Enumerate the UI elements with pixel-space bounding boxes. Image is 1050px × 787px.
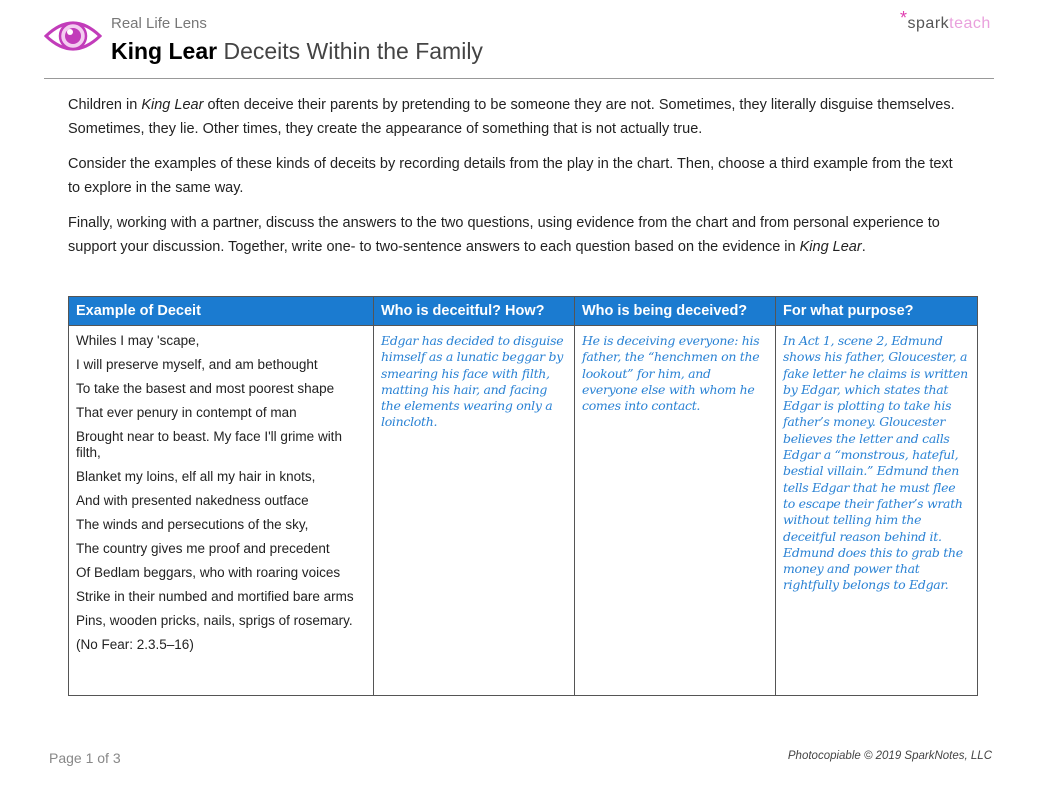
who-deceitful-answer: Edgar has decided to disguise himself as a lunatic beggar by smearing his face with filth, matting his hair, and facing the elements wearing only a loincloth.: [374, 326, 575, 696]
quote-line: And with presented nakedness outface: [76, 493, 309, 508]
header-purpose: For what purpose?: [776, 297, 978, 326]
quote-line: Strike in their numbed and mortified bare arms: [76, 589, 354, 604]
header-who-deceived: Who is being deceived?: [575, 297, 776, 326]
title-topic: Deceits Within the Family: [223, 38, 483, 64]
quote-line: To take the basest and most poorest shape: [76, 381, 335, 396]
quote-line: Pins, wooden pricks, nails, sprigs of rosemary.: [76, 613, 353, 628]
page-title: [111, 38, 483, 65]
purpose-answer: In Act 1, scene 2, Edmund shows his father, Gloucester, a fake letter he claims is written by Edgar, which states that Edgar is plotting to take his father’s money. Gloucester believes the letter and calls Edgar a “monstrous, hateful, bestial villain.” Edmund then tells Edgar that he must flee to escape their father’s wrath without telling him the deceitful reason behind it. Edmund does this to grab the money and power that rightfully belongs to Edgar.: [776, 326, 978, 696]
title-work: King Lear: [111, 38, 218, 64]
deceit-chart: [68, 296, 978, 696]
copyright: Photocopiable © 2019 SparkNotes, LLC: [787, 750, 992, 762]
header-who-deceitful: Who is deceitful? How?: [374, 297, 575, 326]
quote-line: Whiles I may 'scape,: [76, 333, 200, 348]
intro-paragraph-1: Children in King Lear often deceive their parents by pretending to be someone they are not. Sometimes, they literally disguise themselves. Sometimes, they lie. Other times, they create the appearance of something that is not actually true.: [68, 97, 955, 137]
quote-line: Blanket my loins, elf all my hair in knots,: [76, 469, 316, 484]
quote-line: Brought near to beast. My face I'll grime with filth,: [76, 429, 342, 460]
eye-logo-icon: [44, 16, 102, 56]
who-deceived-answer: He is deceiving everyone: his father, the “henchmen on the lookout” for him, and everyone else with whom he comes into contact.: [575, 326, 776, 696]
quote-line: The winds and persecutions of the sky,: [76, 517, 309, 532]
sparkteach-logo: *sparkteach: [900, 8, 991, 32]
intro-paragraph-2: Consider the examples of these kinds of deceits by recording details from the play in the chart. Then, choose a third example from the text to explore in the same way.: [68, 156, 953, 196]
quote-line: (No Fear: 2.3.5–16): [76, 637, 194, 652]
intro-paragraph-3: Finally, working with a partner, discuss the answers to the two questions, using evidence from the chart and from personal experience to support your discussion. Together, write one- to two-sentence answers to each question based on the evidence in King Lear.: [68, 215, 940, 255]
quote-line: That ever penury in contempt of man: [76, 405, 297, 420]
series-label: Real Life Lens: [111, 15, 207, 32]
page-number: Page 1 of 3: [49, 750, 121, 766]
quote-cell: [69, 326, 374, 696]
quote-line: Of Bedlam beggars, who with roaring voices: [76, 565, 341, 580]
quote-line: The country gives me proof and precedent: [76, 541, 330, 556]
header-example: Example of Deceit: [69, 297, 374, 326]
quote-line: I will preserve myself, and am bethought: [76, 357, 318, 372]
header-divider: [44, 78, 994, 79]
